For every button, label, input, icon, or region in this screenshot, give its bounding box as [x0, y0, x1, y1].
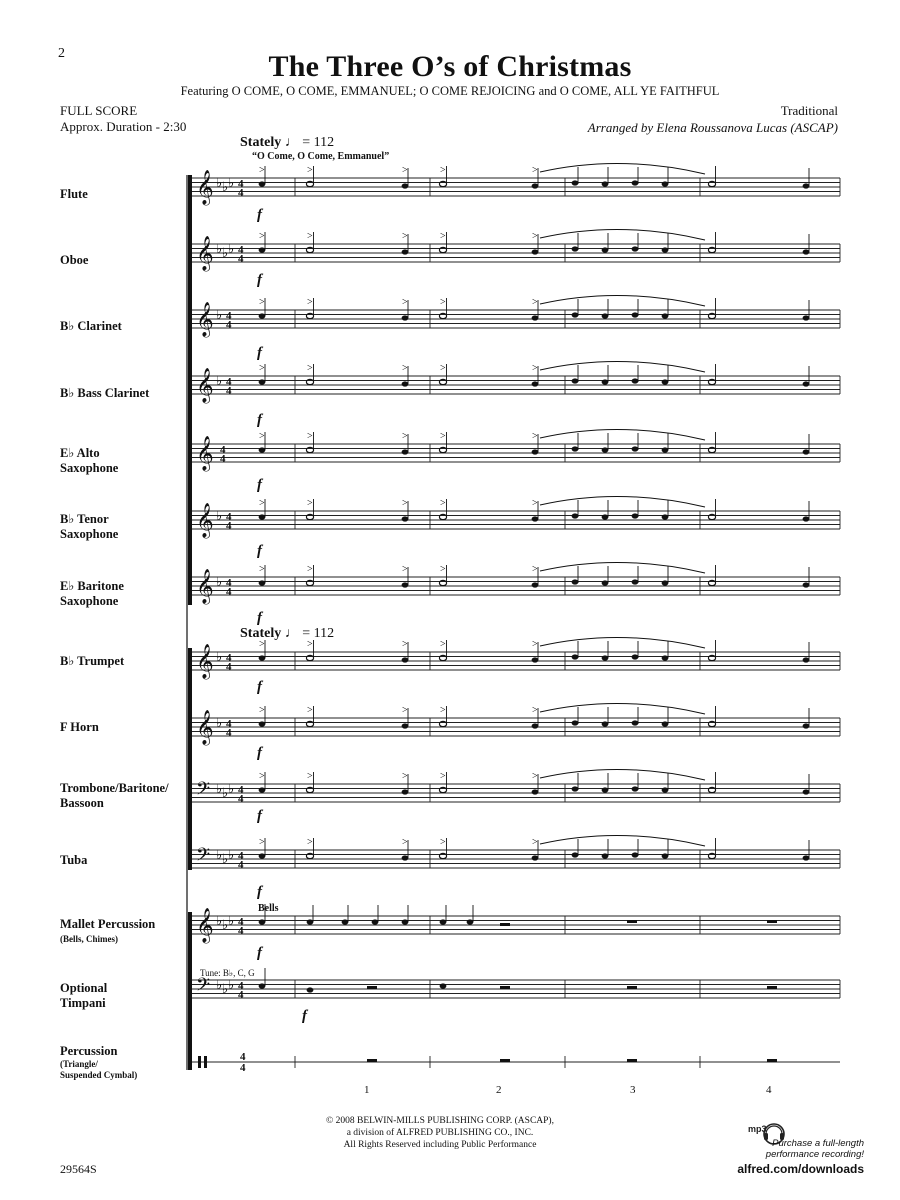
timpani-tuning: Tune: B♭, C, G: [200, 968, 255, 978]
dynamic-forte: f: [257, 679, 262, 695]
note: [662, 853, 669, 858]
whole-rest: [367, 1059, 377, 1062]
accent: >: [307, 231, 313, 242]
note: [803, 789, 810, 794]
accent: >: [259, 431, 265, 442]
time-sig: 4: [238, 253, 244, 265]
accent: >: [402, 231, 408, 242]
quarter-note-icon: ♩: [284, 135, 299, 150]
note: [307, 919, 314, 924]
measure-number: 3: [630, 1084, 636, 1096]
note: [803, 249, 810, 254]
slur: [540, 429, 705, 440]
note: [572, 720, 579, 725]
flat-icon: ♭: [216, 241, 223, 256]
time-sig: 4: [238, 793, 244, 805]
time-sig: 4: [238, 850, 244, 862]
treble-clef-icon: 𝄞: [196, 644, 214, 679]
note: [402, 449, 409, 454]
accent: >: [259, 771, 265, 782]
note: [532, 855, 539, 860]
note: [662, 247, 669, 252]
note: [803, 315, 810, 320]
catalog-number: 29564S: [60, 1162, 97, 1176]
note: [632, 378, 639, 383]
treble-clef-icon: 𝄞: [196, 908, 214, 943]
note: [632, 312, 639, 317]
note: [803, 582, 810, 587]
group-bracket: [188, 912, 192, 1070]
composer: Traditional: [780, 103, 838, 118]
dynamic-forte: f: [257, 412, 262, 428]
note: [602, 787, 609, 792]
accent: >: [440, 297, 446, 308]
instrument-label-clarinet: B♭ Clarinet: [60, 319, 122, 333]
note: [259, 853, 266, 858]
note: [402, 582, 409, 587]
flat-icon: ♭: [222, 917, 229, 932]
flat-icon: ♭: [216, 649, 223, 664]
accent: >: [532, 771, 538, 782]
accent: >: [440, 771, 446, 782]
accent: >: [307, 165, 313, 176]
flat-icon: ♭: [222, 179, 229, 194]
note: [467, 919, 474, 924]
instrument-label-percussion: Percussion (Triangle/ Suspended Cymbal): [60, 1044, 138, 1080]
note: [572, 446, 579, 451]
note: [440, 919, 447, 924]
time-sig: 4: [220, 444, 226, 456]
note: [803, 657, 810, 662]
note: [632, 654, 639, 659]
note: [662, 313, 669, 318]
dynamic-forte: f: [302, 1008, 307, 1024]
note: [803, 183, 810, 188]
note: [532, 723, 539, 728]
note: [572, 852, 579, 857]
accent: >: [259, 705, 265, 716]
dynamic-forte: f: [257, 808, 262, 824]
accent: >: [440, 837, 446, 848]
note: [402, 249, 409, 254]
accent: >: [440, 498, 446, 509]
note: [572, 180, 579, 185]
note: [602, 181, 609, 186]
instrument-label-trumpet: B♭ Trumpet: [60, 654, 125, 668]
accent: >: [307, 771, 313, 782]
measure-number: 4: [766, 1084, 772, 1096]
accent: >: [532, 639, 538, 650]
flat-icon: ♭: [216, 913, 223, 928]
note: [532, 789, 539, 794]
note: [662, 655, 669, 660]
note: [532, 582, 539, 587]
accent: >: [532, 705, 538, 716]
flat-icon: ♭: [216, 781, 223, 796]
time-sig: 4: [220, 453, 226, 465]
tempo-value: = 112: [302, 626, 335, 641]
note: [307, 987, 314, 992]
mp3-icon-label: mp3: [748, 1124, 767, 1134]
slur: [540, 229, 705, 240]
slur: [540, 703, 705, 714]
time-sig: 4: [226, 586, 232, 598]
dynamic-forte: f: [257, 207, 262, 223]
instrument-label-flute: Flute: [60, 187, 88, 201]
arranger: Arranged by Elena Roussanova Lucas (ASCAP): [587, 120, 838, 135]
accent: >: [532, 363, 538, 374]
accent: >: [402, 165, 408, 176]
accent: >: [259, 363, 265, 374]
instrument-label-tenor-sax: B♭ Tenor Saxophone: [60, 512, 119, 541]
accent: >: [440, 363, 446, 374]
note: [372, 919, 379, 924]
dynamic-forte: f: [257, 945, 262, 961]
note: [259, 447, 266, 452]
accent: >: [259, 231, 265, 242]
instrument-label-baritone-sax: E♭ Baritone Saxophone: [60, 579, 124, 608]
note: [402, 723, 409, 728]
accent: >: [307, 363, 313, 374]
time-sig: 4: [226, 310, 232, 322]
download-promo: Purchase a full-length performance recording! alfred.com/downloads: [737, 1138, 864, 1176]
time-sig: 4: [226, 385, 232, 397]
note: [662, 514, 669, 519]
accent: >: [532, 165, 538, 176]
flat-icon: ♭: [222, 245, 229, 260]
note: [259, 514, 266, 519]
note: [259, 313, 266, 318]
note: [532, 183, 539, 188]
note: [402, 855, 409, 860]
page-title: The Three O’s of Christmas: [268, 50, 632, 83]
instrument-label-timpani: Optional Timpani: [60, 981, 108, 1010]
duration: Approx. Duration - 2:30: [60, 119, 187, 134]
group-bracket: [188, 648, 192, 870]
accent: >: [440, 564, 446, 575]
accent: >: [307, 639, 313, 650]
bells-label: Bells: [258, 903, 279, 914]
dynamic-forte: f: [257, 884, 262, 900]
accent: >: [402, 363, 408, 374]
note: [259, 983, 266, 988]
treble-clef-icon: 𝄞: [196, 236, 214, 271]
slur: [540, 835, 705, 846]
accent: >: [440, 231, 446, 242]
flat-icon: ♭: [216, 977, 223, 992]
whole-rest: [627, 1059, 637, 1062]
note: [803, 381, 810, 386]
note: [632, 180, 639, 185]
note: [602, 580, 609, 585]
note: [402, 381, 409, 386]
note: [532, 381, 539, 386]
tempo-value: = 112: [302, 135, 335, 150]
copyright-notice: © 2008 BELWIN-MILLS PUBLISHING CORP. (ASCAP), a division of ALFRED PUBLISHING CO., INC. All Rights Reserved including Public Performance: [326, 1116, 554, 1150]
whole-rest: [500, 1059, 510, 1062]
treble-clef-icon: 𝄞: [196, 710, 214, 745]
dynamic-forte: f: [257, 745, 262, 761]
percussion-clef-icon: [198, 1056, 201, 1068]
treble-clef-icon: 𝄞: [196, 569, 214, 604]
instrument-label-horn: F Horn: [60, 720, 99, 734]
time-sig: 4: [226, 727, 232, 739]
note: [803, 516, 810, 521]
time-sig: 4: [238, 925, 244, 937]
flat-icon: ♭: [216, 715, 223, 730]
accent: >: [259, 297, 265, 308]
slur: [540, 769, 705, 780]
note: [402, 789, 409, 794]
download-link[interactable]: alfred.com/downloads: [737, 1162, 864, 1176]
flat-icon: ♭: [228, 241, 235, 256]
slur: [540, 163, 705, 174]
accent: >: [532, 231, 538, 242]
note: [602, 514, 609, 519]
note: [259, 787, 266, 792]
bass-clef-icon: 𝄢: [196, 975, 211, 1000]
time-sig: 4: [226, 661, 232, 673]
rest: [767, 986, 777, 989]
quarter-note-icon: ♩: [284, 626, 299, 641]
flat-icon: ♭: [216, 175, 223, 190]
note: [532, 315, 539, 320]
flat-icon: ♭: [228, 913, 235, 928]
note: [602, 247, 609, 252]
accent: >: [532, 297, 538, 308]
note: [602, 313, 609, 318]
note: [632, 446, 639, 451]
flat-icon: ♭: [228, 781, 235, 796]
time-sig: 4: [238, 244, 244, 256]
time-sig: 4: [238, 989, 244, 1001]
bass-clef-icon: 𝄢: [196, 779, 211, 804]
note: [632, 852, 639, 857]
time-sig: 4: [226, 652, 232, 664]
note: [402, 919, 409, 924]
subtitle: Featuring O COME, O COME, EMMANUEL; O COME REJOICING and O COME, ALL YE FAITHFUL: [180, 84, 720, 98]
accent: >: [532, 498, 538, 509]
accent: >: [259, 564, 265, 575]
instrument-label-tuba: Tuba: [60, 853, 88, 867]
rest: [367, 986, 377, 989]
accent: >: [402, 771, 408, 782]
treble-clef-icon: 𝄞: [196, 436, 214, 471]
flat-icon: ♭: [216, 373, 223, 388]
rest: [627, 986, 637, 989]
note: [572, 246, 579, 251]
instrument-label-mallet: Mallet Percussion (Bells, Chimes): [60, 917, 156, 944]
half-rest: [500, 923, 510, 926]
note: [632, 720, 639, 725]
note: [632, 246, 639, 251]
note: [602, 379, 609, 384]
accent: >: [440, 639, 446, 650]
group-bracket: [188, 175, 192, 605]
time-sig: 4: [238, 859, 244, 871]
note: [259, 247, 266, 252]
tune-title: “O Come, O Come, Emmanuel”: [252, 151, 390, 162]
note: [632, 513, 639, 518]
accent: >: [440, 705, 446, 716]
score-label: FULL SCORE: [60, 103, 138, 118]
measure-number: 2: [496, 1084, 502, 1096]
note: [572, 513, 579, 518]
tempo-word: Stately: [240, 626, 282, 641]
note: [402, 516, 409, 521]
accent: >: [440, 431, 446, 442]
time-sig: 4: [226, 511, 232, 523]
note: [402, 657, 409, 662]
note: [532, 249, 539, 254]
time-sig: 4: [226, 577, 232, 589]
note: [342, 919, 349, 924]
note: [259, 919, 266, 924]
accent: >: [259, 837, 265, 848]
note: [803, 449, 810, 454]
flat-icon: ♭: [222, 785, 229, 800]
dynamic-forte: f: [257, 272, 262, 288]
whole-rest: [767, 1059, 777, 1062]
time-sig: 4: [226, 520, 232, 532]
accent: >: [532, 564, 538, 575]
treble-clef-icon: 𝄞: [196, 368, 214, 403]
accent: >: [402, 837, 408, 848]
accent: >: [307, 705, 313, 716]
note: [632, 786, 639, 791]
dynamic-forte: f: [257, 543, 262, 559]
dynamic-forte: f: [257, 477, 262, 493]
time-sig: 4: [240, 1062, 246, 1074]
dynamic-forte: f: [257, 345, 262, 361]
note: [532, 449, 539, 454]
accent: >: [532, 431, 538, 442]
note: [572, 579, 579, 584]
flat-icon: ♭: [216, 307, 223, 322]
whole-rest: [767, 920, 777, 923]
treble-clef-icon: 𝄞: [196, 302, 214, 337]
note: [532, 516, 539, 521]
accent: >: [307, 837, 313, 848]
accent: >: [402, 498, 408, 509]
note: [803, 855, 810, 860]
flat-icon: ♭: [222, 851, 229, 866]
time-sig: 4: [226, 319, 232, 331]
time-sig: 4: [238, 916, 244, 928]
slur: [540, 637, 705, 648]
instrument-label-oboe: Oboe: [60, 253, 89, 267]
note: [572, 312, 579, 317]
slur: [540, 295, 705, 306]
slur: [540, 361, 705, 372]
note: [259, 721, 266, 726]
note: [572, 786, 579, 791]
note: [662, 580, 669, 585]
note: [440, 983, 447, 988]
note: [662, 181, 669, 186]
accent: >: [440, 165, 446, 176]
accent: >: [307, 431, 313, 442]
note: [602, 721, 609, 726]
accent: >: [532, 837, 538, 848]
note: [532, 657, 539, 662]
flat-icon: ♭: [228, 847, 235, 862]
whole-rest: [627, 920, 637, 923]
accent: >: [307, 564, 313, 575]
flat-icon: ♭: [222, 981, 229, 996]
flat-icon: ♭: [216, 574, 223, 589]
time-sig: 4: [240, 1051, 246, 1063]
accent: >: [402, 705, 408, 716]
tempo-word: Stately: [240, 135, 282, 150]
note: [259, 379, 266, 384]
note: [259, 181, 266, 186]
percussion-clef-icon: [204, 1056, 207, 1068]
note: [602, 447, 609, 452]
treble-clef-icon: 𝄞: [196, 503, 214, 538]
time-sig: 4: [226, 376, 232, 388]
flat-icon: ♭: [228, 977, 235, 992]
accent: >: [402, 564, 408, 575]
note: [632, 579, 639, 584]
time-sig: 4: [238, 178, 244, 190]
flat-icon: ♭: [228, 175, 235, 190]
note: [662, 721, 669, 726]
note: [572, 378, 579, 383]
note: [803, 723, 810, 728]
accent: >: [259, 498, 265, 509]
slur: [540, 496, 705, 507]
note: [602, 853, 609, 858]
accent: >: [259, 639, 265, 650]
rest: [500, 986, 510, 989]
time-sig: 4: [238, 784, 244, 796]
bass-clef-icon: 𝄢: [196, 845, 211, 870]
accent: >: [259, 165, 265, 176]
slur: [540, 562, 705, 573]
instrument-label-bass-clarinet: B♭ Bass Clarinet: [60, 386, 150, 400]
time-sig: 4: [238, 980, 244, 992]
measure-number: 1: [364, 1084, 370, 1096]
note: [402, 183, 409, 188]
accent: >: [402, 639, 408, 650]
note: [259, 580, 266, 585]
flat-icon: ♭: [216, 847, 223, 862]
flat-icon: ♭: [216, 508, 223, 523]
page-number: 2: [58, 46, 65, 61]
note: [662, 787, 669, 792]
note: [572, 654, 579, 659]
accent: >: [307, 498, 313, 509]
note: [662, 379, 669, 384]
treble-clef-icon: 𝄞: [196, 170, 214, 205]
accent: >: [402, 431, 408, 442]
note: [402, 315, 409, 320]
time-sig: 4: [226, 718, 232, 730]
instrument-label-trombone: Trombone/Baritone/ Bassoon: [60, 781, 169, 810]
note: [662, 447, 669, 452]
note: [259, 655, 266, 660]
instrument-label-alto-sax: E♭ Alto Saxophone: [60, 446, 119, 475]
note: [602, 655, 609, 660]
accent: >: [402, 297, 408, 308]
time-sig: 4: [238, 187, 244, 199]
dynamic-forte: f: [257, 610, 262, 626]
accent: >: [307, 297, 313, 308]
